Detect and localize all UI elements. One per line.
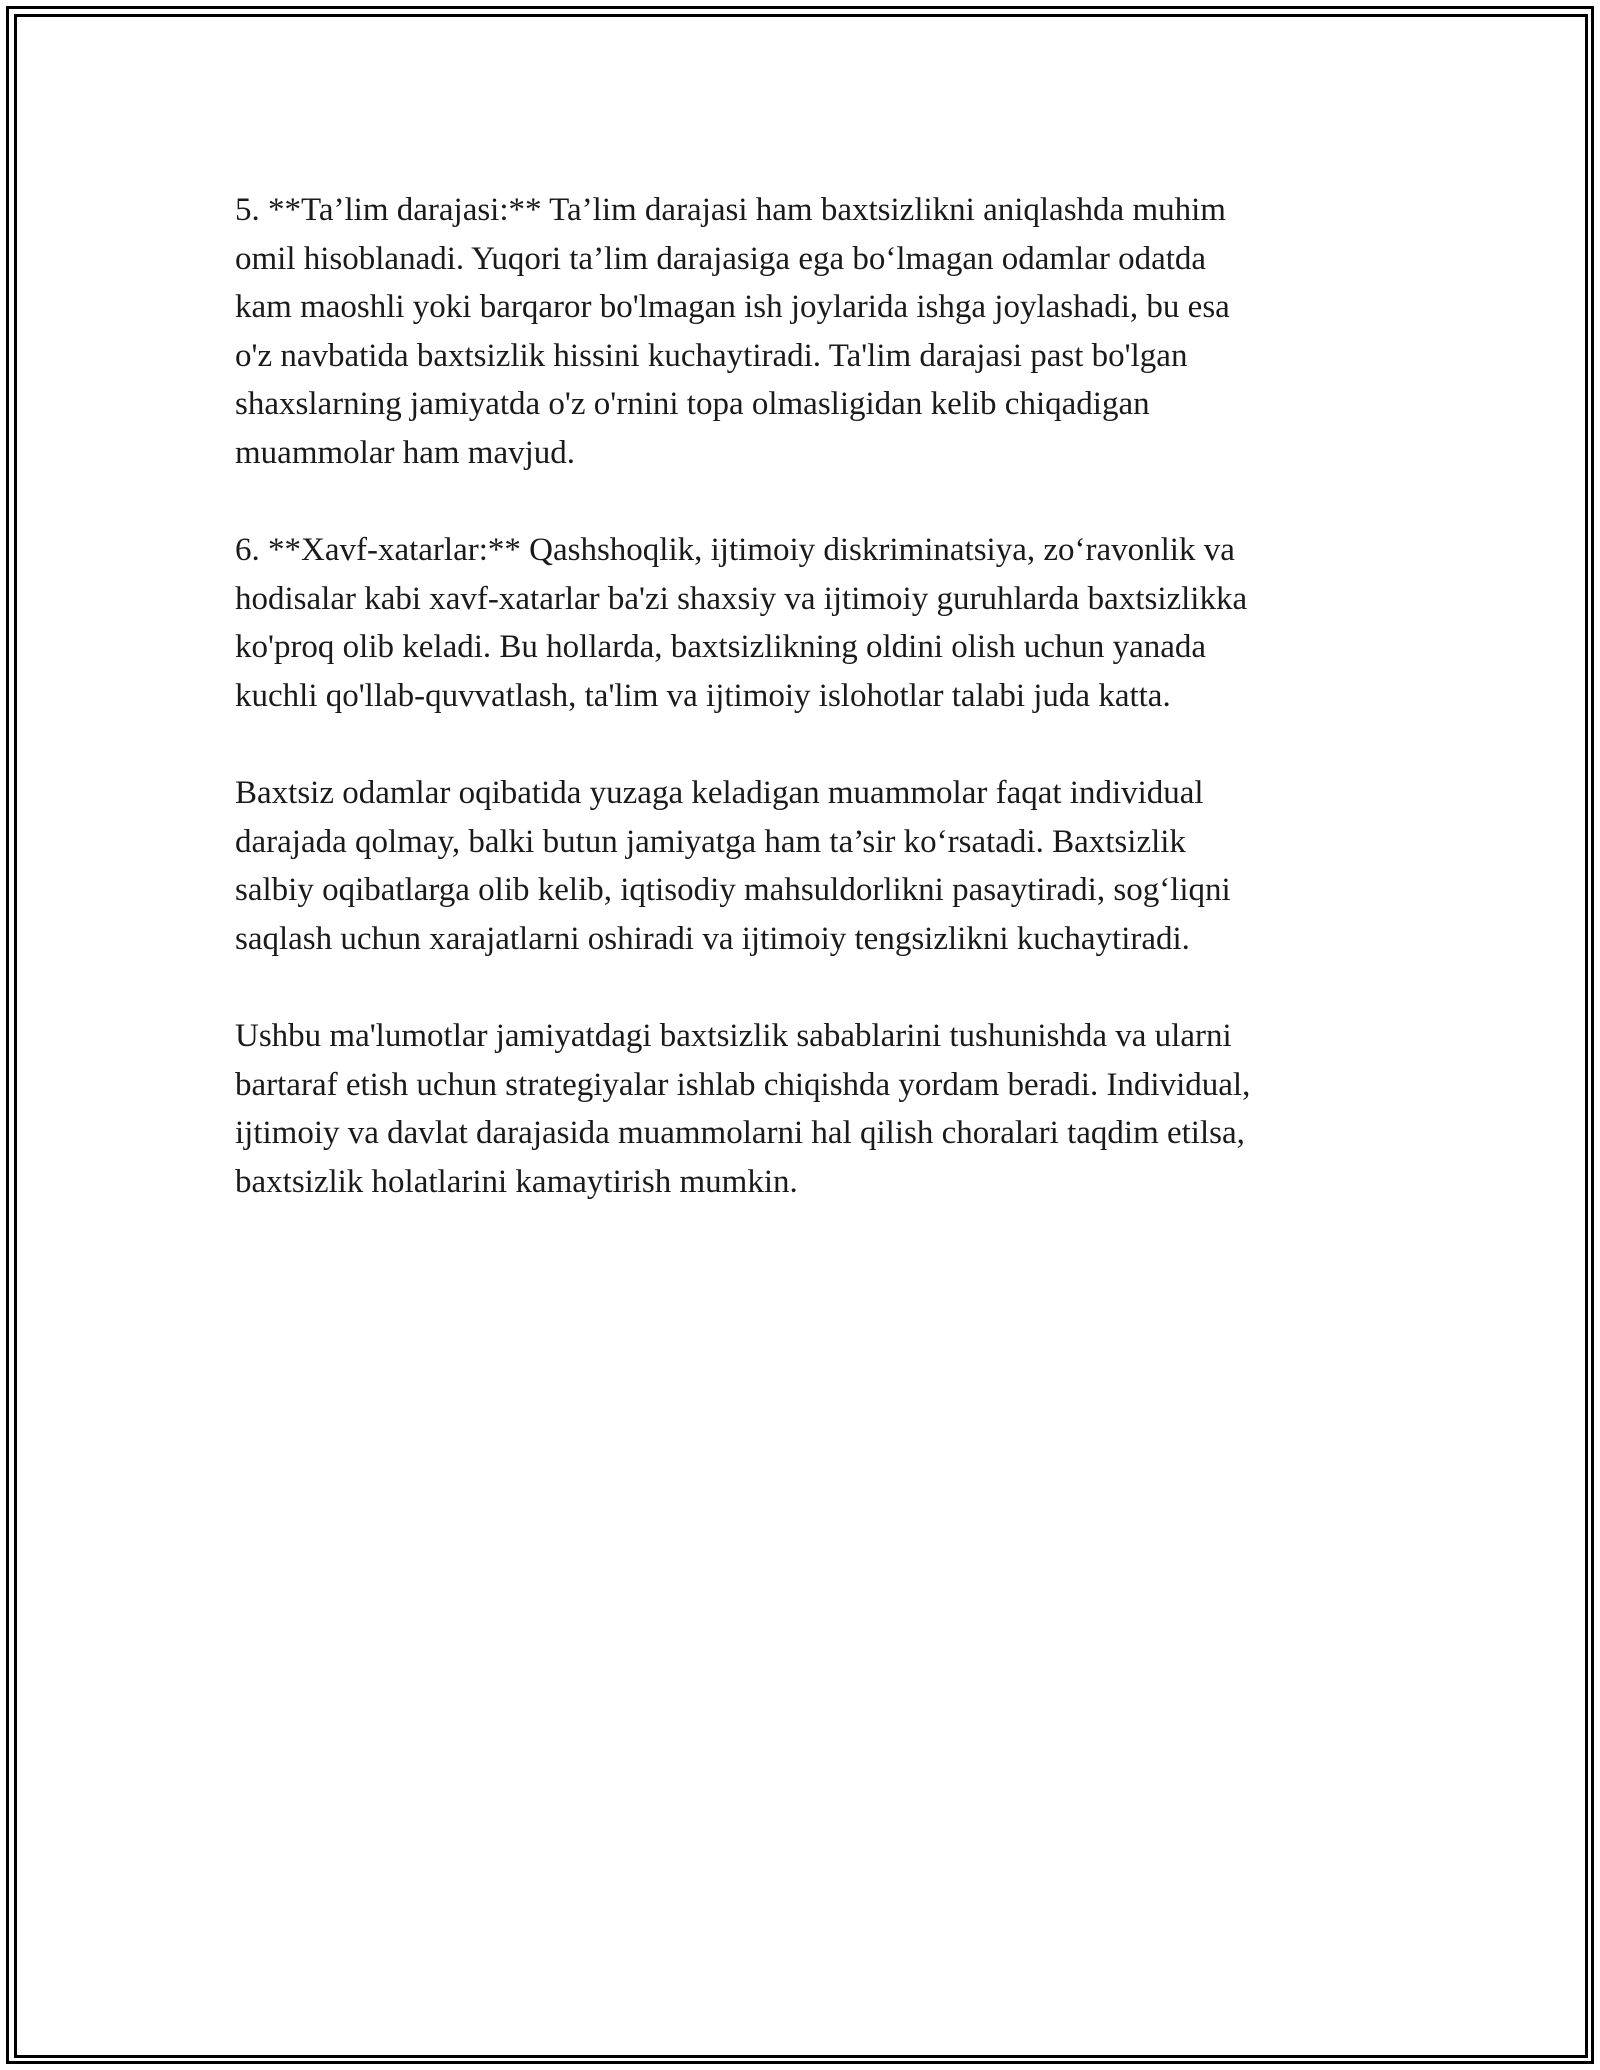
- paragraph-3: [235, 769, 1375, 963]
- paragraph-4: [235, 1012, 1375, 1206]
- text-line: 6. **Xavf-xatarlar:** Qashshoqlik, ijtimoiy diskriminatsiya, zoʻravonlik va: [235, 532, 1235, 568]
- text-line: bartaraf etish uchun strategiyalar ishlab chiqishda yordam beradi. Individual,: [235, 1066, 1251, 1103]
- text-line: ijtimoiy va davlat darajasida muammolarni hal qilish choralari taqdim etilsa,: [235, 1115, 1245, 1151]
- text-line: kam maoshli yoki barqaror bo'lmagan ish joylarida ishga joylashadi, bu esa: [235, 289, 1230, 325]
- text-line: ko'proq olib keladi. Bu hollarda, baxtsizlikning oldini olish uchun yanada: [235, 629, 1207, 665]
- text-line: Baxtsiz odamlar oqibatida yuzaga keladigan muammolar faqat individual: [235, 775, 1204, 811]
- text-line: omil hisoblanadi. Yuqori ta’lim darajasiga ega boʻlmagan odamlar odatda: [235, 240, 1207, 277]
- text-line: muammolar ham mavjud.: [235, 434, 576, 471]
- text-line: saqlash uchun xarajatlarni oshiradi va ijtimoiy tengsizlikni kuchaytiradi.: [235, 920, 1190, 957]
- paragraph-2: [235, 526, 1375, 720]
- text-line: shaxslarning jamiyatda o'z o'rnini topa olmasligidan kelib chiqadigan: [235, 386, 1150, 422]
- document-body: [235, 186, 1375, 1255]
- text-line: 5. **Ta’lim darajasi:** Ta’lim darajasi ham baxtsizlikni aniqlashda muhim: [235, 192, 1226, 228]
- text-line: Ushbu ma'lumotlar jamiyatdagi baxtsizlik sabablarini tushunishda va ularni: [235, 1018, 1232, 1054]
- text-line: kuchli qo'llab-quvvatlash, ta'lim va ijtimoiy islohotlar talabi juda katta.: [235, 677, 1171, 714]
- text-line: darajada qolmay, balki butun jamiyatga ham ta’sir koʻrsatadi. Baxtsizlik: [235, 823, 1186, 860]
- paragraph-1: [235, 186, 1375, 477]
- text-line: salbiy oqibatlarga olib kelib, iqtisodiy mahsuldorlikni pasaytiradi, sogʻliqni: [235, 872, 1231, 908]
- text-line: o'z navbatida baxtsizlik hissini kuchaytiradi. Ta'lim darajasi past bo'lgan: [235, 337, 1188, 374]
- text-line: baxtsizlik holatlarini kamaytirish mumkin.: [235, 1163, 798, 1200]
- text-line: hodisalar kabi xavf-xatarlar ba'zi shaxsiy va ijtimoiy guruhlarda baxtsizlikka: [235, 580, 1248, 617]
